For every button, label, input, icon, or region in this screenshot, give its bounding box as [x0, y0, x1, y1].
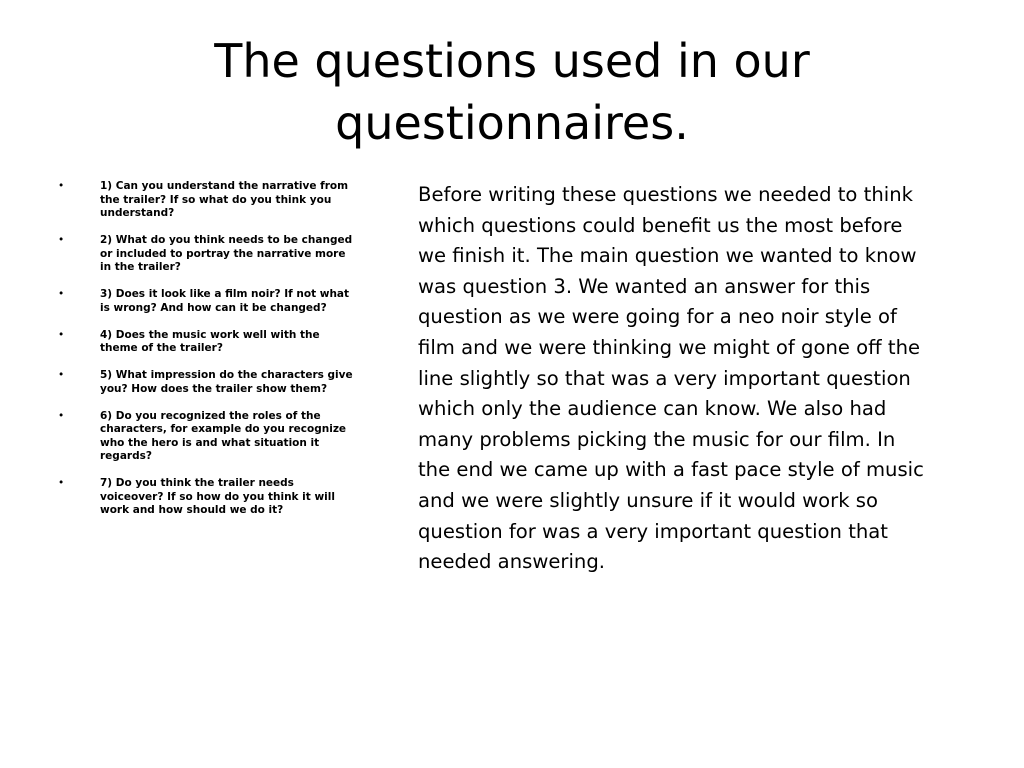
question-item: [58, 234, 358, 275]
question-item: [58, 180, 358, 221]
question-text: 3) Does it look like a film noir? If not what is wrong? And how can it be changed?: [100, 288, 350, 314]
question-text: 5) What impression do the characters give you? How does the trailer show them?: [100, 369, 353, 395]
bullet-icon: •: [58, 234, 65, 246]
body-paragraph: Before writing these questions we needed to think which questions could benefit us the most before we finish it. The main question we wanted to know was question 3. We wanted an answer for this question as we were going for a neo noir style of film and we were thinking we might of gone off the line slightly so that was a very important question which only the audience can know. We also had many problems picking the music for our film. In the end we came up with a fast pace style of music and we were slightly unsure if it would work so question for was a very important question that needed answering.: [418, 183, 924, 574]
question-text: 1) Can you understand the narrative from the trailer? If so what do you think you understand?: [100, 180, 349, 219]
bullet-icon: •: [58, 288, 65, 300]
question-text: 2) What do you think needs to be changed or included to portray the narrative more in the trailer?: [100, 234, 353, 273]
question-item: [58, 288, 358, 315]
question-text: 7) Do you think the trailer needs voiceover? If so how do you think it will work and how should we do it?: [100, 477, 335, 516]
bullet-icon: •: [58, 369, 65, 381]
slide-title: The questions used in our questionnaires.: [214, 34, 810, 150]
bullet-icon: •: [58, 180, 65, 192]
bullet-icon: •: [58, 409, 65, 422]
question-item: [58, 329, 358, 356]
question-item: [58, 369, 358, 396]
questions-list: [58, 180, 358, 531]
question-text: 4) Does the music work well with the theme of the trailer?: [100, 328, 320, 354]
bullet-icon: •: [58, 477, 65, 489]
question-item: [58, 410, 358, 464]
bullet-icon: •: [58, 328, 65, 341]
question-text: 6) Do you recognized the roles of the characters, for example do you recognize who the hero is and what situation it regards?: [100, 409, 347, 462]
question-item: [58, 477, 358, 518]
